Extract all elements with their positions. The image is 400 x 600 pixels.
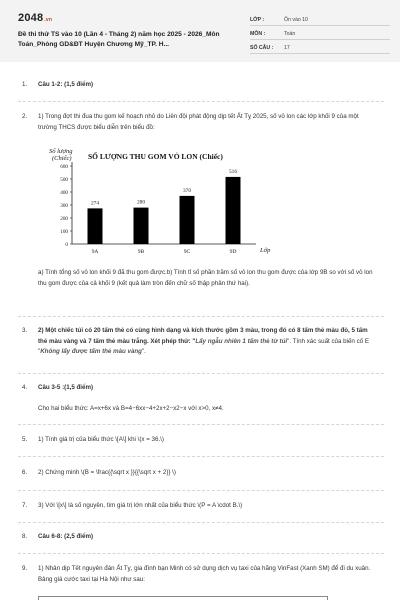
meta-label: MÔN : xyxy=(250,31,266,37)
chart-title: SỐ LƯỢNG THU GOM VỎ LON (Chiếc) xyxy=(88,152,223,161)
meta-row-count xyxy=(250,40,390,54)
item-number: 7. xyxy=(22,502,28,509)
y-tick-label: 400 xyxy=(60,190,68,196)
chart-ylabel-2: (Chiếc) xyxy=(52,155,72,162)
bar-value-label: 370 xyxy=(182,187,192,194)
item-text: 3) Với \[x\] là số nguyên, tìm giá trị lớn nhất của biểu thức \(P = A \cdot B.\) xyxy=(38,502,243,509)
meta-value: Ôn vào 10 xyxy=(284,17,308,23)
y-tick-label: 0 xyxy=(65,242,68,248)
item-number: 1. xyxy=(22,81,28,88)
chart-ylabel-1: Số lượng xyxy=(49,148,73,155)
divider xyxy=(18,424,384,425)
bar xyxy=(88,208,103,244)
meta-row-class xyxy=(250,12,390,26)
meta-row-subject xyxy=(250,26,390,40)
site-logo[interactable]: 2048.vn xyxy=(18,12,53,24)
item-text: Câu 6-8: (2,5 điểm) xyxy=(38,533,94,540)
divider xyxy=(18,373,384,374)
item-text: Cho hai biểu thức: A=x+6x và B=4−6xx−4+2x+2−x2−x với x>0, x≠4. xyxy=(38,405,224,412)
bar xyxy=(180,196,195,244)
item-number: 3. xyxy=(22,327,28,334)
x-tick-label: 9D xyxy=(229,249,237,255)
divider xyxy=(18,101,384,102)
chart-xlabel: Lớp xyxy=(260,247,271,254)
bar xyxy=(134,208,149,244)
item-number: 4. xyxy=(22,384,28,391)
meta-value: 17 xyxy=(284,45,290,51)
item-text: 2) Một chiếc túi có 20 tấm thẻ có cùng hình dạng và kích thước gồm 3 màu, trong đó có 8 tấm thẻ màu đỏ, 5 tấm thẻ màu vàng và 7 tấm thẻ màu trắng. Xét phép thử: "Lấy ngẫu nhiên 1 tấm thẻ từ túi". Tính xác suất của biến cố E "Không lấy được tấm thẻ màu vàng". xyxy=(38,327,369,355)
x-tick-label: 9B xyxy=(137,249,145,255)
item-text: 1) Trong đợt thi đua thu gom kế hoạch nhỏ do Liên đội phát động dịp tết Ất Tỵ 2025, số vỏ lon các lớp khối 9 của một trường THCS được biểu diễn trên biểu đồ: xyxy=(38,113,359,131)
item-text: a) Tính tổng số vỏ lon khối 9 đã thu gom được.b) Tính tỉ số phần trăm số vỏ lon thu gom được của lớp 9B so với số vỏ lon thu gom được của cả khối 9 (kết quả làm tròn đến chữ số thập phân thứ hai). xyxy=(38,269,373,287)
meta-value: Toán xyxy=(284,31,296,37)
y-tick-label: 600 xyxy=(60,164,68,170)
item-text: Câu 3-5 :(1,5 điểm) xyxy=(38,384,94,391)
bar-chart xyxy=(46,146,274,264)
divider xyxy=(18,553,384,554)
y-tick-label: 100 xyxy=(60,229,68,235)
meta-label: SỐ CÂU : xyxy=(250,45,274,51)
bar-value-label: 274 xyxy=(90,200,100,207)
divider xyxy=(18,456,384,457)
item-text: Câu 1-2: (1,5 điểm) xyxy=(38,81,94,88)
exam-title: Đề thi thử TS vào 10 (Lần 4 - Tháng 2) năm học 2025 - 2026_Môn Toán_Phòng GD&ĐT Huyện Chương Mỹ_TP. H... xyxy=(18,31,220,48)
item-text: 1) Nhân dịp Tết nguyên đán Ất Tỵ, gia đình bạn Minh có sử dụng dịch vụ taxi của hãng VinFast (Xanh SM) để đi du xuân. Bảng giá cước taxi tại Hà Nội như sau: xyxy=(38,565,371,583)
item-number: 6. xyxy=(22,469,28,476)
bar-value-label: 516 xyxy=(228,168,238,175)
page-header xyxy=(0,0,400,62)
item-number: 2. xyxy=(22,113,28,120)
y-tick-label: 500 xyxy=(60,177,68,183)
x-tick-label: 9C xyxy=(183,249,191,255)
chart-marks xyxy=(60,162,256,255)
divider xyxy=(18,316,384,317)
bar xyxy=(226,177,241,244)
divider xyxy=(18,522,384,523)
bar-value-label: 280 xyxy=(136,199,146,206)
item-text: 1) Tính giá trị của biểu thức \[A\] khi \(x = 36.\) xyxy=(38,436,164,443)
item-number: 5. xyxy=(22,436,28,443)
item-number: 8. xyxy=(22,533,28,540)
y-tick-label: 300 xyxy=(60,203,68,209)
x-tick-label: 9A xyxy=(91,249,99,255)
divider xyxy=(18,490,384,491)
exam-meta xyxy=(250,12,390,54)
item-text: 2) Chứng minh \(B = \frac{{\sqrt x }}{{\sqrt x + 2}} \) xyxy=(38,469,176,476)
y-tick-label: 200 xyxy=(60,216,68,222)
item-number: 9. xyxy=(22,565,28,572)
fare-table xyxy=(38,596,328,600)
chart-canvas xyxy=(46,146,274,264)
meta-label: LỚP : xyxy=(250,17,265,23)
